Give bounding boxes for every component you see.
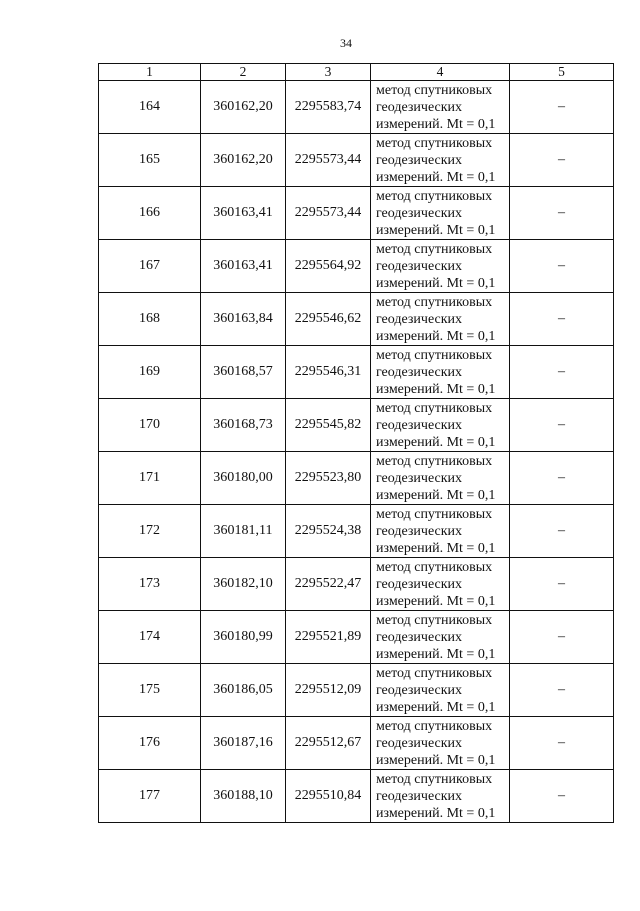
method-text-line: метод спутниковых xyxy=(376,135,493,151)
x-coordinate-cell: 360187,16 xyxy=(201,717,286,770)
table-row xyxy=(99,452,614,505)
y-coordinate-cell: 2295523,80 xyxy=(286,452,371,505)
header-cell-1: 1 xyxy=(99,64,201,81)
method-text-line: метод спутниковых xyxy=(376,400,493,416)
method-text-line: метод спутниковых xyxy=(376,612,493,628)
y-coordinate-cell: 2295521,89 xyxy=(286,611,371,664)
note-cell: – xyxy=(510,240,614,293)
table-row xyxy=(99,717,614,770)
method-text-line: геодезических xyxy=(376,152,463,168)
method-cell xyxy=(371,293,510,346)
note-cell: – xyxy=(510,664,614,717)
method-cell xyxy=(371,81,510,134)
header-cell-4: 4 xyxy=(371,64,510,81)
note-cell: – xyxy=(510,293,614,346)
method-text-line: измерений. Mt = 0,1 xyxy=(376,593,496,609)
table-row xyxy=(99,187,614,240)
note-cell: – xyxy=(510,558,614,611)
y-coordinate-cell: 2295510,84 xyxy=(286,770,371,823)
method-text-line: измерений. Mt = 0,1 xyxy=(376,540,496,556)
method-text-line: измерений. Mt = 0,1 xyxy=(376,328,496,344)
method-cell xyxy=(371,611,510,664)
method-text-line: метод спутниковых xyxy=(376,347,493,363)
y-coordinate-cell: 2295583,74 xyxy=(286,81,371,134)
y-coordinate-cell: 2295573,44 xyxy=(286,187,371,240)
method-text-line: метод спутниковых xyxy=(376,294,493,310)
method-text-line: измерений. Mt = 0,1 xyxy=(376,116,496,132)
method-text-line: геодезических xyxy=(376,735,463,751)
y-coordinate-cell: 2295546,62 xyxy=(286,293,371,346)
method-text-line: метод спутниковых xyxy=(376,82,493,98)
method-cell xyxy=(371,770,510,823)
method-cell xyxy=(371,134,510,187)
point-number-cell: 164 xyxy=(99,81,201,134)
method-text-line: измерений. Mt = 0,1 xyxy=(376,699,496,715)
method-cell xyxy=(371,717,510,770)
method-text-line: геодезических xyxy=(376,576,463,592)
method-text-line: геодезических xyxy=(376,629,463,645)
method-text-line: метод спутниковых xyxy=(376,241,493,257)
method-text-line: измерений. Mt = 0,1 xyxy=(376,805,496,821)
method-text-line: измерений. Mt = 0,1 xyxy=(376,487,496,503)
note-cell: – xyxy=(510,717,614,770)
y-coordinate-cell: 2295564,92 xyxy=(286,240,371,293)
method-text-line: измерений. Mt = 0,1 xyxy=(376,169,496,185)
coordinates-table xyxy=(98,63,614,823)
point-number-cell: 174 xyxy=(99,611,201,664)
point-number-cell: 176 xyxy=(99,717,201,770)
table-body xyxy=(99,81,614,823)
method-text-line: метод спутниковых xyxy=(376,559,493,575)
y-coordinate-cell: 2295545,82 xyxy=(286,399,371,452)
method-cell xyxy=(371,452,510,505)
note-cell: – xyxy=(510,346,614,399)
table-row xyxy=(99,558,614,611)
x-coordinate-cell: 360186,05 xyxy=(201,664,286,717)
point-number-cell: 168 xyxy=(99,293,201,346)
y-coordinate-cell: 2295524,38 xyxy=(286,505,371,558)
method-text-line: геодезических xyxy=(376,311,463,327)
table-row xyxy=(99,81,614,134)
method-text-line: метод спутниковых xyxy=(376,771,493,787)
method-cell xyxy=(371,187,510,240)
x-coordinate-cell: 360163,41 xyxy=(201,187,286,240)
table-row xyxy=(99,293,614,346)
note-cell: – xyxy=(510,505,614,558)
method-cell xyxy=(371,399,510,452)
method-cell xyxy=(371,558,510,611)
table-row xyxy=(99,505,614,558)
method-text-line: измерений. Mt = 0,1 xyxy=(376,275,496,291)
method-text-line: метод спутниковых xyxy=(376,718,493,734)
method-text-line: геодезических xyxy=(376,99,463,115)
point-number-cell: 166 xyxy=(99,187,201,240)
x-coordinate-cell: 360182,10 xyxy=(201,558,286,611)
header-cell-2: 2 xyxy=(201,64,286,81)
x-coordinate-cell: 360163,84 xyxy=(201,293,286,346)
header-row xyxy=(99,64,614,81)
y-coordinate-cell: 2295546,31 xyxy=(286,346,371,399)
method-text-line: геодезических xyxy=(376,788,463,804)
point-number-cell: 170 xyxy=(99,399,201,452)
note-cell: – xyxy=(510,134,614,187)
x-coordinate-cell: 360168,57 xyxy=(201,346,286,399)
method-text-line: измерений. Mt = 0,1 xyxy=(376,222,496,238)
method-text-line: измерений. Mt = 0,1 xyxy=(376,646,496,662)
header-cell-5: 5 xyxy=(510,64,614,81)
note-cell: – xyxy=(510,399,614,452)
point-number-cell: 169 xyxy=(99,346,201,399)
table-row xyxy=(99,134,614,187)
method-cell xyxy=(371,664,510,717)
note-cell: – xyxy=(510,81,614,134)
point-number-cell: 171 xyxy=(99,452,201,505)
x-coordinate-cell: 360163,41 xyxy=(201,240,286,293)
note-cell: – xyxy=(510,187,614,240)
x-coordinate-cell: 360188,10 xyxy=(201,770,286,823)
method-text-line: геодезических xyxy=(376,523,463,539)
method-text-line: метод спутниковых xyxy=(376,665,493,681)
point-number-cell: 165 xyxy=(99,134,201,187)
note-cell: – xyxy=(510,452,614,505)
method-text-line: метод спутниковых xyxy=(376,453,493,469)
method-cell xyxy=(371,346,510,399)
x-coordinate-cell: 360168,73 xyxy=(201,399,286,452)
point-number-cell: 172 xyxy=(99,505,201,558)
method-text-line: измерений. Mt = 0,1 xyxy=(376,752,496,768)
point-number-cell: 175 xyxy=(99,664,201,717)
method-text-line: геодезических xyxy=(376,682,463,698)
method-text-line: измерений. Mt = 0,1 xyxy=(376,434,496,450)
y-coordinate-cell: 2295512,09 xyxy=(286,664,371,717)
table-row xyxy=(99,399,614,452)
method-text-line: метод спутниковых xyxy=(376,506,493,522)
method-cell xyxy=(371,240,510,293)
method-text-line: метод спутниковых xyxy=(376,188,493,204)
page-number: 34 xyxy=(340,36,352,50)
table-header xyxy=(99,64,614,81)
x-coordinate-cell: 360180,99 xyxy=(201,611,286,664)
method-text-line: измерений. Mt = 0,1 xyxy=(376,381,496,397)
method-cell xyxy=(371,505,510,558)
method-text-line: геодезических xyxy=(376,470,463,486)
x-coordinate-cell: 360180,00 xyxy=(201,452,286,505)
table-row xyxy=(99,346,614,399)
note-cell: – xyxy=(510,770,614,823)
table-row xyxy=(99,611,614,664)
y-coordinate-cell: 2295512,67 xyxy=(286,717,371,770)
method-text-line: геодезических xyxy=(376,205,463,221)
y-coordinate-cell: 2295573,44 xyxy=(286,134,371,187)
note-cell: – xyxy=(510,611,614,664)
table-row xyxy=(99,770,614,823)
table-row xyxy=(99,664,614,717)
x-coordinate-cell: 360162,20 xyxy=(201,134,286,187)
point-number-cell: 177 xyxy=(99,770,201,823)
method-text-line: геодезических xyxy=(376,364,463,380)
header-cell-3: 3 xyxy=(286,64,371,81)
method-text-line: геодезических xyxy=(376,417,463,433)
point-number-cell: 167 xyxy=(99,240,201,293)
point-number-cell: 173 xyxy=(99,558,201,611)
method-text-line: геодезических xyxy=(376,258,463,274)
x-coordinate-cell: 360162,20 xyxy=(201,81,286,134)
x-coordinate-cell: 360181,11 xyxy=(201,505,286,558)
y-coordinate-cell: 2295522,47 xyxy=(286,558,371,611)
table-row xyxy=(99,240,614,293)
